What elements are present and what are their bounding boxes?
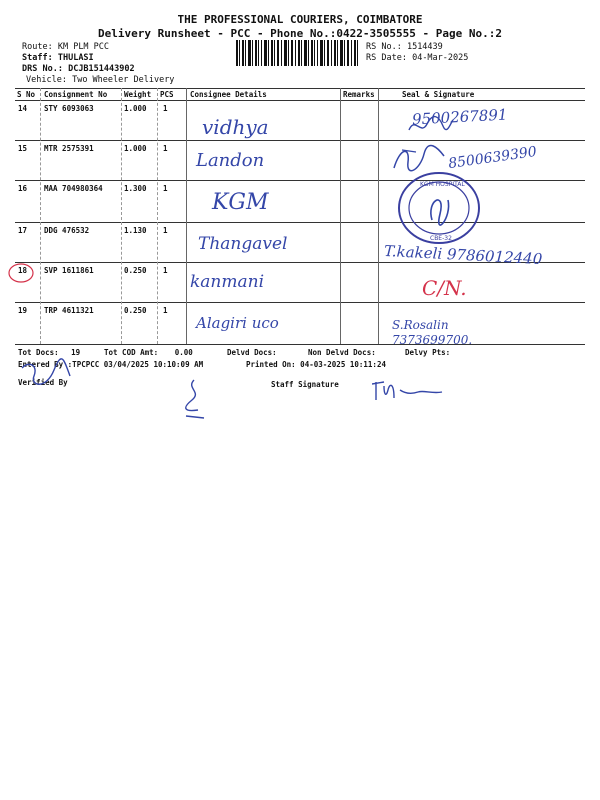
vehicle-line: [26, 75, 174, 85]
route-value: KM PLM PCC: [57, 42, 110, 52]
row-consignee-handwritten: vidhya: [202, 115, 269, 139]
row-divider: [15, 302, 585, 303]
staff-signature-icon: [372, 376, 446, 404]
rs-date-label: RS Date:: [366, 53, 407, 63]
tot-cod-label: Tot COD Amt:: [104, 348, 159, 357]
tot-cod-value: 0.00: [174, 348, 193, 357]
row-consignment: DDG 476532: [44, 226, 90, 235]
row-pcs: 1: [163, 144, 168, 153]
route-label: Route:: [22, 42, 53, 52]
staff-line: [22, 53, 94, 63]
row-divider: [15, 180, 585, 181]
rs-no-value: 1514439: [406, 42, 443, 52]
rs-date-line: [366, 53, 468, 63]
row-seal-handwritten: S.Rosalin 7373699700.: [392, 318, 473, 347]
tot-docs-label: Tot Docs:: [18, 348, 59, 357]
drs-line: [22, 64, 135, 74]
row-consignee-handwritten: Landon: [196, 150, 265, 171]
drs-value: DCJB151443902: [68, 64, 135, 74]
row-pcs: 1: [163, 306, 168, 315]
hospital-stamp-icon: [396, 170, 482, 246]
row-weight: 1.000: [124, 144, 147, 153]
tot-docs-value: 19: [71, 348, 81, 357]
verifier-signature-icon: [180, 376, 210, 422]
delvy-pts-label: Delvy Pts:: [405, 348, 451, 357]
col-header-consignee: Consignee Details: [190, 90, 267, 99]
row-sno: 19: [18, 306, 28, 315]
row-pcs: 1: [163, 226, 168, 235]
col-divider: [121, 88, 122, 344]
col-header-sno: S No: [17, 90, 36, 99]
staff-signature-label: Staff Signature: [271, 380, 339, 389]
col-divider: [157, 88, 158, 344]
row-consignee-handwritten: kanmani: [190, 272, 265, 292]
row-pcs: 1: [163, 266, 168, 275]
tot-cod: [104, 348, 193, 357]
entered-by: Entered By :TPCPCC 03/04/2025 10:10:09 AM: [18, 360, 204, 369]
row-pcs: 1: [163, 104, 168, 113]
row-consignment: SVP 1611861: [44, 266, 94, 275]
verified-by-label: Verified By: [18, 378, 68, 387]
svg-text:KGM HOSPITAL: KGM HOSPITAL: [420, 181, 465, 188]
row-sno: 16: [18, 184, 28, 193]
signature-scribble-icon: [405, 112, 455, 140]
vehicle-value: Two Wheeler Delivery: [72, 75, 175, 85]
row-weight: 0.250: [124, 306, 147, 315]
company-title: THE PROFESSIONAL COURIERS, COIMBATORE: [177, 13, 423, 26]
row-sno: 15: [18, 144, 28, 153]
row-seal-handwritten: T.kakeli 9786012440: [383, 241, 543, 269]
delvd-docs-label: Delvd Docs:: [227, 348, 277, 357]
row-consignment: MTR 2575391: [44, 144, 94, 153]
rs-no-label: RS No.:: [366, 42, 402, 52]
row-remark-red: C/N.: [422, 276, 467, 300]
col-header-weight: Weight: [124, 90, 152, 99]
col-divider: [340, 88, 341, 344]
row-seal-handwritten: 9500267891: [411, 105, 508, 129]
row-divider: [15, 140, 585, 141]
vehicle-label: Vehicle:: [26, 75, 67, 85]
col-header-seal: Seal & Signature: [402, 90, 475, 99]
col-divider: [186, 88, 187, 344]
row-consignee-handwritten: Alagiri uco: [196, 314, 279, 332]
drs-label: DRS No.:: [22, 64, 63, 74]
route-line: [22, 42, 109, 52]
non-delvd-docs-label: Non Delvd Docs:: [308, 348, 376, 357]
row-pcs: 1: [163, 184, 168, 193]
row-weight: 1.130: [124, 226, 147, 235]
rs-date-value: 04-Mar-2025: [412, 53, 469, 63]
row-seal-handwritten: 8500639390: [447, 143, 538, 173]
col-header-remarks: Remarks: [343, 90, 375, 99]
row-weight: 1.000: [124, 104, 147, 113]
row-weight: 1.300: [124, 184, 147, 193]
row-consignee-handwritten: Thangavel: [198, 234, 288, 254]
col-divider: [40, 88, 41, 344]
staff-label: Staff:: [22, 53, 53, 63]
runsheet-subtitle: Delivery Runsheet - PCC - Phone No.:0422-3505555 - Page No.:2: [98, 27, 502, 40]
staff-value: THULASI: [57, 53, 94, 63]
row-consignment: TRP 4611321: [44, 306, 94, 315]
col-header-consignment: Consignment No: [44, 90, 108, 99]
col-divider: [378, 88, 379, 344]
barcode-icon: [236, 40, 358, 66]
table-top-rule: [15, 88, 585, 89]
row-consignment: STY 6093063: [44, 104, 94, 113]
row-weight: 0.250: [124, 266, 147, 275]
row-consignment: MAA 704980364: [44, 184, 103, 193]
row-sno: 17: [18, 226, 28, 235]
printed-on: Printed On: 04-03-2025 10:11:24: [246, 360, 386, 369]
row-consignee-handwritten: KGM: [212, 190, 269, 215]
table-header-rule: [15, 100, 585, 101]
svg-text:CBE-32: CBE-32: [430, 235, 452, 242]
row-divider: [15, 222, 585, 223]
entered-signature-icon: [16, 356, 80, 396]
rs-no-line: [366, 42, 443, 52]
row-sno: 18: [18, 266, 28, 275]
row-sno: 14: [18, 104, 28, 113]
col-header-pcs: PCS: [160, 90, 174, 99]
